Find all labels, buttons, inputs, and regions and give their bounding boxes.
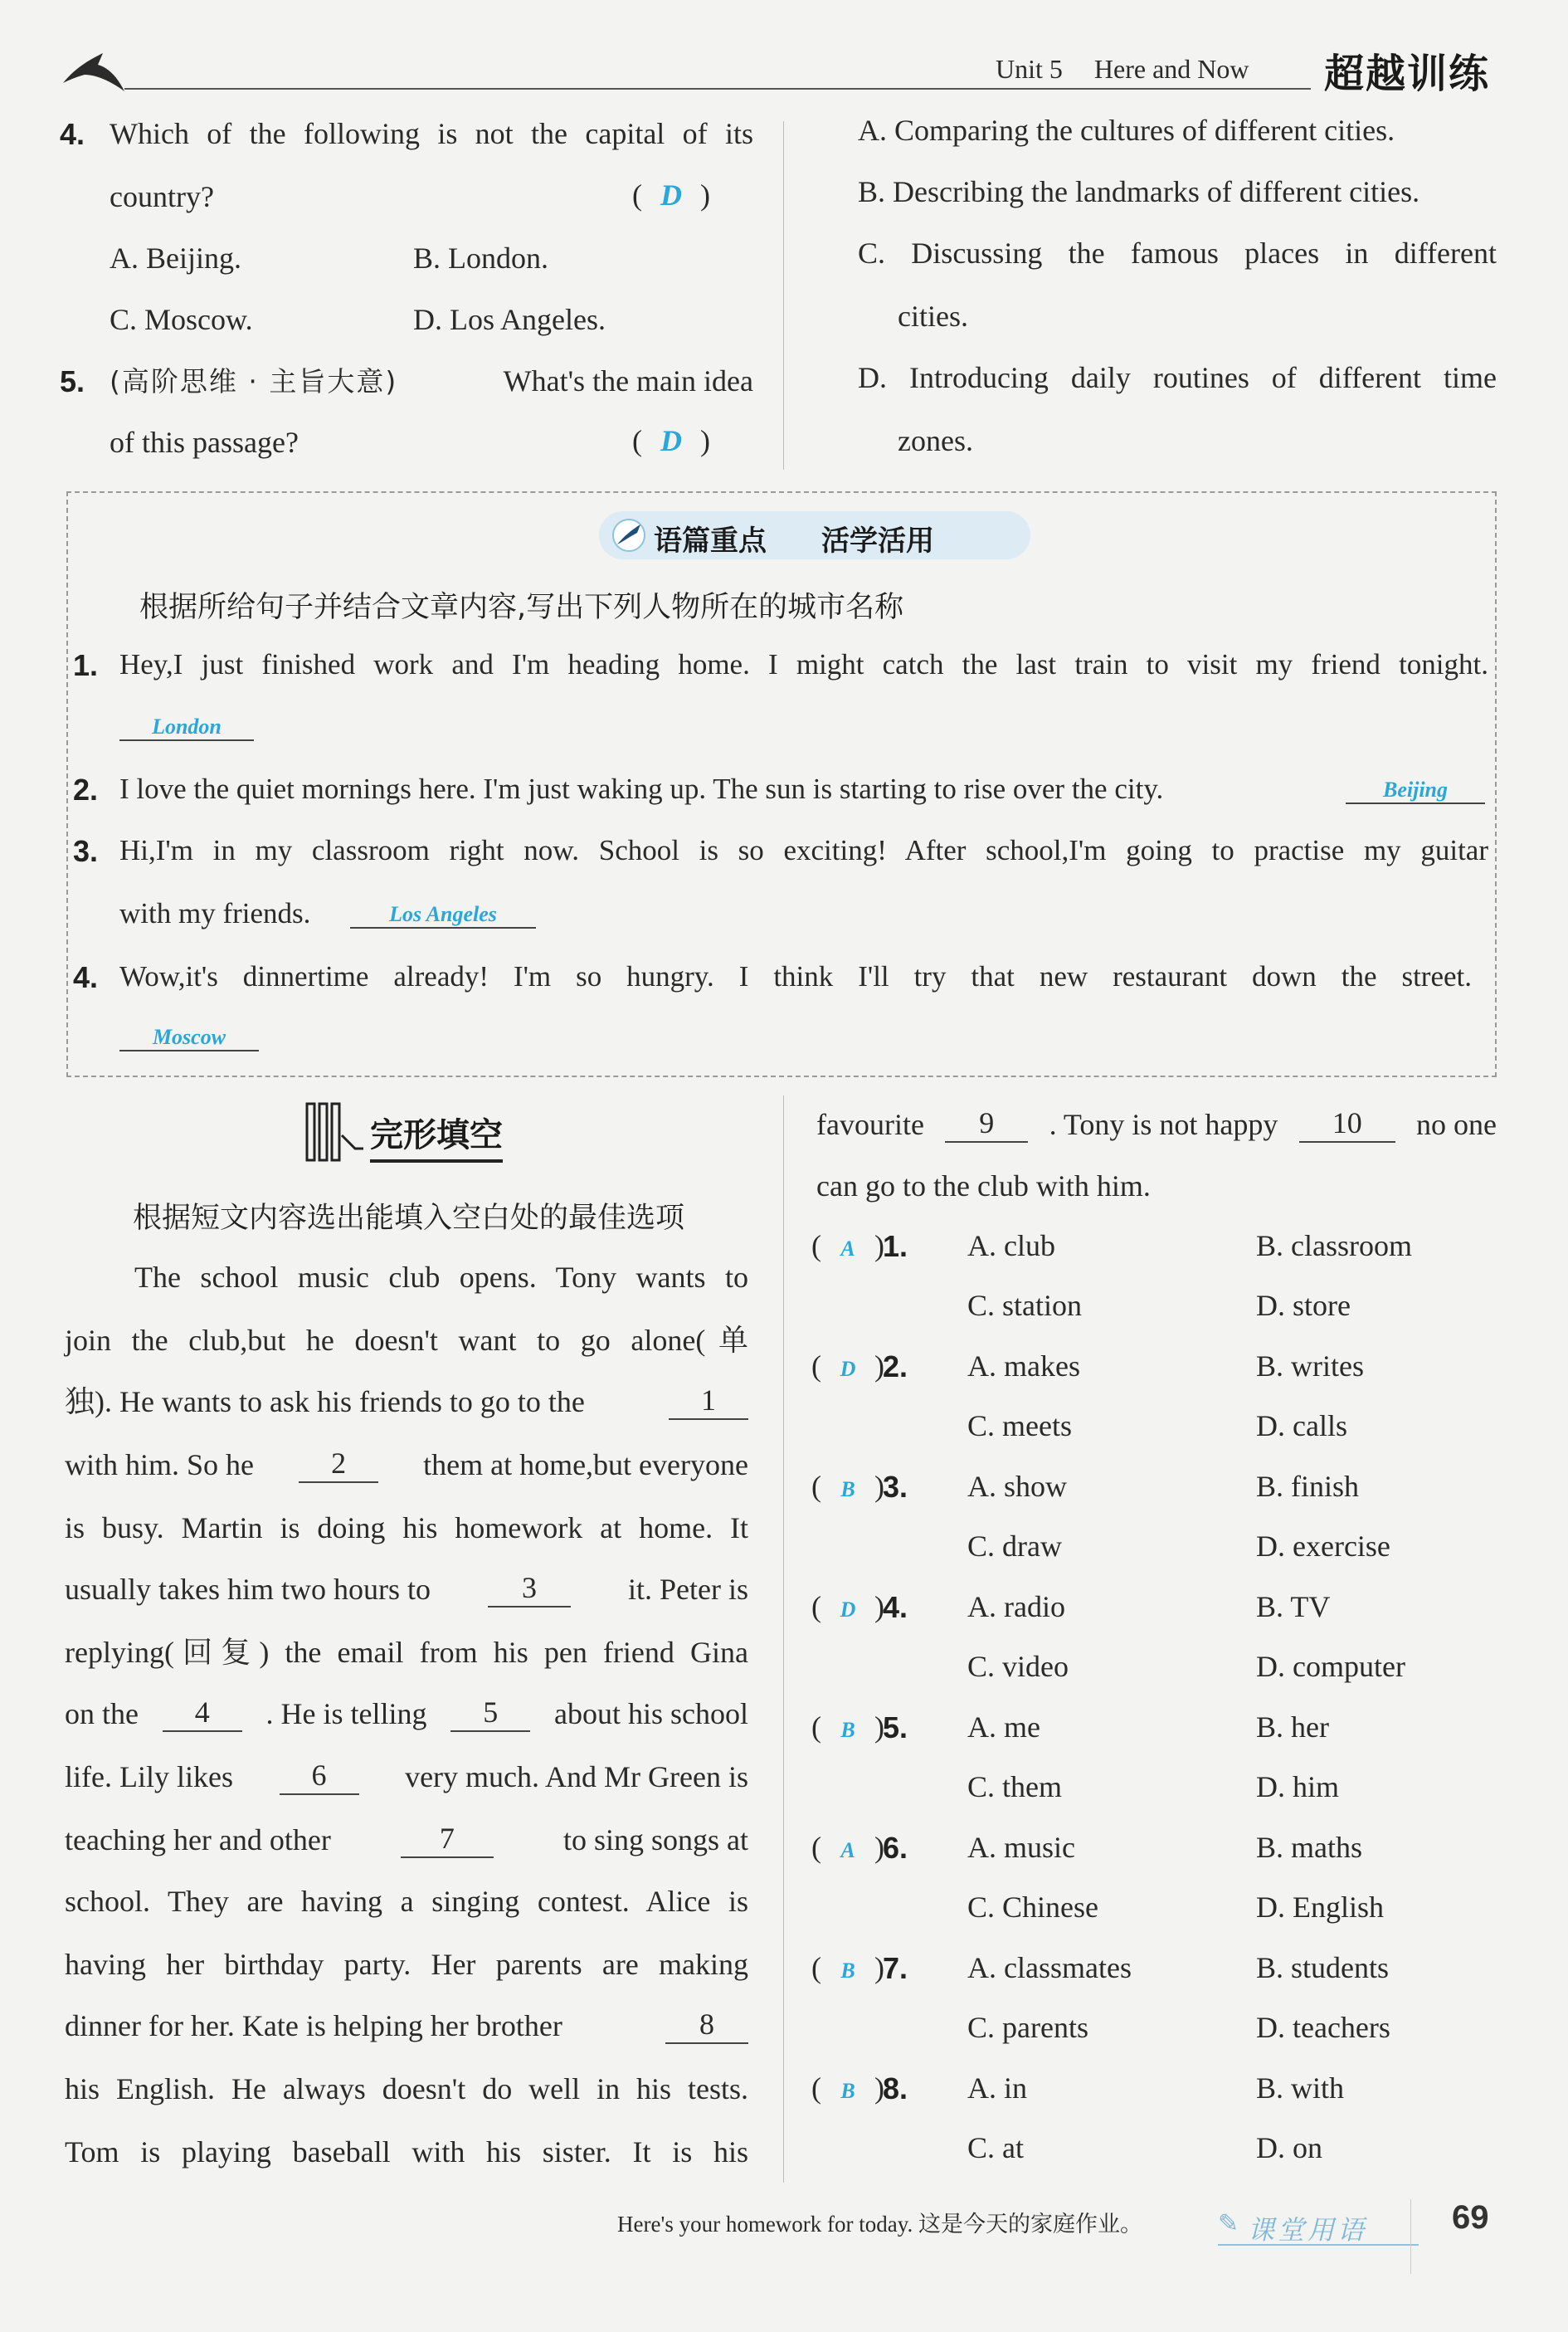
column-divider-bottom bbox=[783, 1095, 784, 2183]
passage-line-4-text-b: them at home,but everyone bbox=[423, 1448, 748, 1481]
q5-option-d2: zones. bbox=[898, 424, 973, 457]
q4-line1: Which of the following is not the capital of its bbox=[110, 117, 753, 150]
passage-line-9-text-a: life. Lily likes bbox=[65, 1760, 233, 1793]
answer-bracket: ( B ) bbox=[811, 1710, 884, 1744]
answer-bracket: ( B ) bbox=[811, 1951, 884, 1984]
cloze-question-number: 7. bbox=[883, 1951, 908, 1985]
answer-bracket: ( A ) bbox=[811, 1229, 884, 1262]
passage-line-8-text-a: on the bbox=[65, 1697, 139, 1730]
answer-bracket: ( D ) bbox=[811, 1349, 884, 1383]
focus-item-3-text-line1: Hi,I'm in my classroom right now. School is so exciting! After school,I'm going to practise my guitar bbox=[119, 834, 1488, 866]
cloze-option-b: B. classroom bbox=[1256, 1229, 1412, 1262]
cloze-option-d: D. teachers bbox=[1256, 2011, 1390, 2044]
q5-answer-bracket: ( D ) bbox=[632, 423, 710, 459]
page-number: 69 bbox=[1452, 2199, 1489, 2236]
q4-number: 4. bbox=[60, 117, 85, 151]
focus-instruction: 根据所给句子并结合文章内容,写出下列人物所在的城市名称 bbox=[139, 591, 904, 624]
focus-item-2-number: 2. bbox=[73, 773, 99, 807]
passage-line-5: is busy. Martin is doing his homework at home. It bbox=[65, 1511, 748, 1544]
series-title: 超越训练 bbox=[1324, 51, 1491, 97]
swoosh-logo-icon bbox=[60, 50, 126, 96]
passage-line-9 bbox=[65, 1759, 748, 1795]
cloze-question-number: 4. bbox=[883, 1590, 908, 1624]
passage-right-text-b: . Tony is not happy bbox=[1049, 1108, 1278, 1141]
focus-item-3-number: 3. bbox=[73, 834, 99, 868]
passage-line-11: school. They are having a singing contest. Alice is bbox=[65, 1885, 748, 1918]
focus-title-pill bbox=[599, 511, 1030, 559]
cloze-option-a: A. radio bbox=[967, 1590, 1065, 1623]
passage-line-10 bbox=[65, 1822, 748, 1858]
cloze-option-c: C. at bbox=[967, 2131, 1024, 2164]
cloze-option-c: C. draw bbox=[967, 1529, 1062, 1563]
pen-icon: ✎ bbox=[1218, 2210, 1239, 2237]
blank-10: 10 bbox=[1299, 1107, 1395, 1143]
passage-line-4 bbox=[65, 1447, 748, 1483]
q5-tag: (高阶思维 · 主旨大意) bbox=[110, 365, 398, 398]
cloze-option-d: D. on bbox=[1256, 2131, 1322, 2164]
passage-line-10-text-a: teaching her and other bbox=[65, 1823, 331, 1856]
passage-line-4-text-a: with him. So he bbox=[65, 1448, 255, 1481]
cloze-question-2 bbox=[811, 1349, 1500, 1469]
header-unit bbox=[996, 53, 1249, 85]
cloze-answer: B bbox=[840, 1718, 855, 1742]
cloze-answer: B bbox=[840, 1477, 855, 1501]
q5-line1: What's the main idea bbox=[503, 364, 753, 398]
cloze-option-b: B. students bbox=[1256, 1951, 1390, 1984]
cloze-question-1 bbox=[811, 1228, 1500, 1349]
unit-title: Here and Now bbox=[1093, 54, 1249, 84]
passage-line-3 bbox=[65, 1384, 748, 1420]
cloze-answer: D bbox=[840, 1357, 856, 1381]
focus-item-4-answer: Moscow bbox=[119, 1026, 259, 1051]
cloze-option-d: D. store bbox=[1256, 1289, 1351, 1322]
focus-item-4-number: 4. bbox=[73, 960, 99, 994]
cloze-option-a: A. in bbox=[967, 2071, 1027, 2105]
cloze-option-b: B. writes bbox=[1256, 1349, 1364, 1383]
q5-option-d1: D. Introducing daily routines of different time bbox=[858, 361, 1497, 394]
blank-9: 9 bbox=[945, 1107, 1028, 1143]
cloze-option-a: A. me bbox=[967, 1710, 1040, 1744]
passage-line-7: replying(回复) the email from his pen friend Gina bbox=[65, 1636, 748, 1669]
cloze-option-b: B. TV bbox=[1256, 1590, 1331, 1623]
q5-answer: D bbox=[660, 424, 682, 457]
cloze-question-number: 2. bbox=[883, 1349, 908, 1383]
cloze-option-b: B. her bbox=[1256, 1710, 1329, 1744]
focus-item-1-text: Hey,I just finished work and I'm heading home. I might catch the last train to visit my friend tonight. bbox=[119, 648, 1488, 681]
q4-line2: country? bbox=[110, 180, 214, 213]
cloze-question-8 bbox=[811, 2071, 1500, 2191]
q4-option-b: B. London. bbox=[413, 241, 549, 275]
cloze-question-number: 1. bbox=[883, 1229, 908, 1263]
swoosh-arrow-icon bbox=[611, 518, 647, 553]
q5-number: 5. bbox=[60, 364, 85, 398]
cloze-question-number: 5. bbox=[883, 1710, 908, 1744]
passage-line-13 bbox=[65, 2008, 748, 2044]
cloze-answer: D bbox=[840, 1598, 856, 1622]
passage-line-6 bbox=[65, 1572, 748, 1608]
cloze-instruction: 根据短文内容选出能填入空白处的最佳选项 bbox=[133, 1202, 685, 1235]
passage-line-14: his English. He always doesn't do well in his tests. bbox=[65, 2072, 748, 2105]
cloze-option-b: B. finish bbox=[1256, 1470, 1360, 1503]
cloze-option-c: C. meets bbox=[967, 1409, 1072, 1442]
passage-line-1: The school music club opens. Tony wants to bbox=[134, 1261, 748, 1294]
passage-line-10-text-b: to sing songs at bbox=[562, 1823, 748, 1856]
cloze-option-b: B. with bbox=[1256, 2071, 1345, 2105]
blank-2: 2 bbox=[299, 1447, 378, 1483]
focus-item-3-text-line2: with my friends. bbox=[119, 897, 311, 929]
cloze-question-7 bbox=[811, 1950, 1500, 2071]
blank-8: 8 bbox=[665, 2008, 748, 2044]
cloze-question-number: 8. bbox=[883, 2071, 908, 2105]
passage-line-3-text: 独). He wants to ask his friends to go to the bbox=[65, 1385, 585, 1418]
cloze-answer: A bbox=[840, 1237, 855, 1261]
q4-option-d: D. Los Angeles. bbox=[413, 303, 606, 336]
blank-6: 6 bbox=[280, 1759, 359, 1795]
answer-bracket: ( B ) bbox=[811, 1470, 884, 1503]
passage-line-8-text-c: about his school bbox=[553, 1697, 748, 1730]
blank-3: 3 bbox=[488, 1572, 571, 1608]
passage-right-text-a: favourite bbox=[816, 1108, 924, 1141]
passage-right-text-c: no one bbox=[1416, 1108, 1497, 1141]
cloze-option-c: C. parents bbox=[967, 2011, 1088, 2044]
q5-option-c2: cities. bbox=[898, 300, 968, 333]
focus-title-part1: 语篇重点 bbox=[654, 524, 767, 558]
q5-option-b: B. Describing the landmarks of different cities. bbox=[858, 175, 1420, 208]
cloze-section-title: 完形填空 bbox=[370, 1109, 503, 1163]
cloze-option-a: A. club bbox=[967, 1229, 1055, 1262]
passage-line-12: having her birthday party. Her parents are making bbox=[65, 1948, 748, 1981]
section-bars-icon bbox=[305, 1102, 363, 1162]
passage-line-15: Tom is playing baseball with his sister. It is his bbox=[65, 2135, 748, 2169]
passage-line-9-text-b: very much. And Mr Green is bbox=[405, 1760, 748, 1793]
q5-line2: of this passage? bbox=[110, 426, 299, 459]
blank-1: 1 bbox=[669, 1384, 748, 1420]
passage-line-2: join the club,but he doesn't want to go alone(单 bbox=[65, 1324, 748, 1357]
cloze-option-d: D. English bbox=[1256, 1890, 1385, 1924]
footer-divider bbox=[1410, 2199, 1411, 2274]
cloze-question-number: 3. bbox=[883, 1470, 908, 1504]
cloze-option-a: A. music bbox=[967, 1831, 1075, 1864]
blank-4: 4 bbox=[163, 1696, 242, 1732]
blank-7: 7 bbox=[401, 1822, 494, 1858]
cloze-answer: B bbox=[840, 1959, 855, 1983]
focus-item-4-text: Wow,it's dinnertime already! I'm so hungry. I think I'll try that new restaurant down the street. bbox=[119, 960, 1472, 993]
answer-bracket: ( A ) bbox=[811, 1831, 884, 1864]
unit-label: Unit 5 bbox=[996, 54, 1063, 84]
cloze-questions bbox=[811, 1228, 1500, 2183]
blank-5: 5 bbox=[450, 1696, 530, 1732]
cloze-option-c: C. them bbox=[967, 1770, 1062, 1803]
cloze-option-d: D. him bbox=[1256, 1770, 1340, 1803]
footer-note: Here's your homework for today. 这是今天的家庭作业。 bbox=[617, 2212, 1143, 2237]
cloze-option-a: A. classmates bbox=[967, 1951, 1132, 1984]
focus-item-3-answer: Los Angeles bbox=[350, 903, 536, 929]
cloze-question-3 bbox=[811, 1469, 1500, 1589]
passage-line-8-text-b: . He is telling bbox=[265, 1697, 427, 1730]
cloze-question-4 bbox=[811, 1589, 1500, 1710]
passage-line-6-text-a: usually takes him two hours to bbox=[65, 1573, 431, 1606]
passage-line-6-text-b: it. Peter is bbox=[628, 1573, 748, 1606]
cloze-option-c: C. station bbox=[967, 1289, 1083, 1322]
focus-item-1-number: 1. bbox=[73, 648, 99, 682]
q4-answer: D bbox=[660, 178, 682, 212]
answer-bracket: ( B ) bbox=[811, 2071, 884, 2105]
cloze-option-d: D. calls bbox=[1256, 1409, 1347, 1442]
passage-line-13-text: dinner for her. Kate is helping her brother bbox=[65, 2009, 562, 2042]
cloze-question-5 bbox=[811, 1710, 1500, 1830]
footer-badge-label: 课堂用语 bbox=[1248, 2214, 1368, 2246]
passage-right-line-2: can go to the club with him. bbox=[816, 1169, 1151, 1203]
focus-item-2-text: I love the quiet mornings here. I'm just waking up. The sun is starting to rise over the city. bbox=[119, 773, 1164, 805]
passage-line-8 bbox=[65, 1696, 748, 1732]
q5-option-a: A. Comparing the cultures of different cities. bbox=[858, 114, 1395, 147]
answer-bracket: ( D ) bbox=[811, 1590, 884, 1623]
focus-box bbox=[66, 491, 1497, 1077]
q5-option-c1: C. Discussing the famous places in different bbox=[858, 237, 1497, 270]
cloze-answer: A bbox=[840, 1838, 855, 1862]
cloze-answer: B bbox=[840, 2079, 855, 2103]
cloze-option-a: A. makes bbox=[967, 1349, 1080, 1383]
focus-item-2-answer: Beijing bbox=[1346, 778, 1485, 804]
focus-item-1-answer: London bbox=[119, 715, 254, 741]
cloze-option-d: D. computer bbox=[1256, 1650, 1405, 1683]
cloze-option-a: A. show bbox=[967, 1470, 1068, 1503]
cloze-question-number: 6. bbox=[883, 1831, 908, 1865]
q4-option-c: C. Moscow. bbox=[110, 303, 253, 336]
q4-option-a: A. Beijing. bbox=[110, 241, 241, 275]
cloze-question-6 bbox=[811, 1830, 1500, 1950]
footer-badge bbox=[1218, 2208, 1419, 2246]
passage-right-line-1 bbox=[816, 1107, 1497, 1143]
cloze-option-b: B. maths bbox=[1256, 1831, 1363, 1864]
cloze-option-d: D. exercise bbox=[1256, 1529, 1390, 1563]
q4-answer-bracket: ( D ) bbox=[632, 178, 710, 213]
header-rule bbox=[124, 88, 1311, 90]
cloze-option-c: C. video bbox=[967, 1650, 1069, 1683]
cloze-option-c: C. Chinese bbox=[967, 1890, 1098, 1924]
focus-title-part2: 活学活用 bbox=[821, 524, 934, 558]
column-divider-top bbox=[783, 121, 784, 470]
